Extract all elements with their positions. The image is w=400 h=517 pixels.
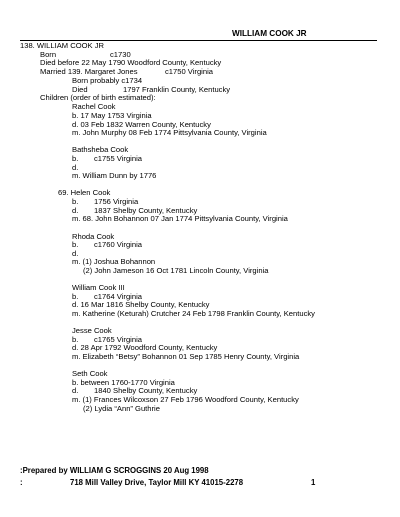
footer-address: 718 Mill Valley Drive, Taylor Mill KY 41015-2278 (70, 478, 244, 487)
died-value: 1837 Shelby County, Kentucky (94, 206, 198, 215)
born-value: c1755 Virginia (94, 154, 142, 163)
child-married: m. Elizabeth “Betsy” Bohannon 01 Sep 1785 Henry County, Virginia (72, 352, 300, 361)
child-name: William Cook III (72, 283, 125, 292)
subject-heading: 138. WILLIAM COOK JR (20, 41, 104, 50)
married-place: c1750 Virginia (165, 67, 213, 76)
child-died (72, 386, 197, 395)
born-value: c1764 Virginia (94, 292, 142, 301)
page-number: 1 (311, 478, 316, 487)
footer-prepared-by: :Prepared by WILLIAM G SCROGGINS 20 Aug 1998 (20, 466, 209, 475)
married-text: Married 139. Margaret Jones (40, 67, 138, 76)
child-born: b. between 1760-1770 Virginia (72, 378, 175, 387)
born-label: b. (72, 197, 79, 206)
subject-married (40, 67, 213, 76)
child-born (72, 197, 138, 206)
child-married: m. 68. John Bohannon 07 Jan 1774 Pittsylvania County, Virginia (72, 214, 288, 223)
spouse-died-value: 1797 Franklin County, Kentucky (123, 85, 231, 94)
child-born (72, 240, 142, 249)
child-married: m. John Murphy 08 Feb 1774 Pittsylvania County, Virginia (72, 128, 267, 137)
page-header-title: WILLIAM COOK JR (232, 29, 307, 38)
died-label: d. (72, 206, 79, 215)
born-value: 1756 Virginia (94, 197, 139, 206)
child-name: 69. Helen Cook (58, 188, 111, 197)
born-value: c1765 Virginia (94, 335, 142, 344)
child-died: d. 03 Feb 1832 Warren County, Kentucky (72, 120, 211, 129)
child-died: d. 16 Mar 1816 Shelby County, Kentucky (72, 300, 210, 309)
child-married: m. Katherine (Keturah) Crutcher 24 Feb 1798 Franklin County, Kentucky (72, 309, 315, 318)
child-married-2: (2) Lydia “Ann” Guthrie (83, 404, 160, 413)
child-married-2: (2) John Jameson 16 Oct 1781 Lincoln County, Virginia (83, 266, 269, 275)
child-name: Jesse Cook (72, 326, 112, 335)
died-label: d. (72, 386, 79, 395)
spouse-born: Born probably c1734 (72, 76, 143, 85)
died-value: 1840 Shelby County, Kentucky (94, 386, 198, 395)
child-name: Bathsheba Cook (72, 145, 129, 154)
born-value: c1730 (110, 50, 131, 59)
child-married-1: m. (1) Frances Wilcoxson 27 Feb 1796 Woodford County, Kentucky (72, 395, 299, 404)
born-value: c1760 Virginia (94, 240, 142, 249)
child-married-1: m. (1) Joshua Bohannon (72, 257, 156, 266)
children-heading: Children (order of birth estimated): (40, 93, 156, 102)
child-born: b. 17 May 1753 Virginia (72, 111, 152, 120)
subject-died: Died before 22 May 1790 Woodford County, Kentucky (40, 58, 222, 67)
child-name: Rachel Cook (72, 102, 116, 111)
child-born (72, 154, 142, 163)
child-died: d. (72, 249, 79, 258)
born-label: Born (40, 50, 57, 59)
spouse-died-label: Died (72, 85, 88, 94)
child-name: Rhoda Cook (72, 232, 115, 241)
child-died: d. 28 Apr 1792 Woodford County, Kentucky (72, 343, 218, 352)
born-label: b. (72, 335, 79, 344)
born-label: b. (72, 240, 79, 249)
child-name: Seth Cook (72, 369, 108, 378)
born-label: b. (72, 292, 79, 301)
child-married: m. William Dunn by 1776 (72, 171, 157, 180)
born-label: b. (72, 154, 79, 163)
child-died: d. (72, 163, 79, 172)
footer-colon: : (20, 478, 23, 487)
